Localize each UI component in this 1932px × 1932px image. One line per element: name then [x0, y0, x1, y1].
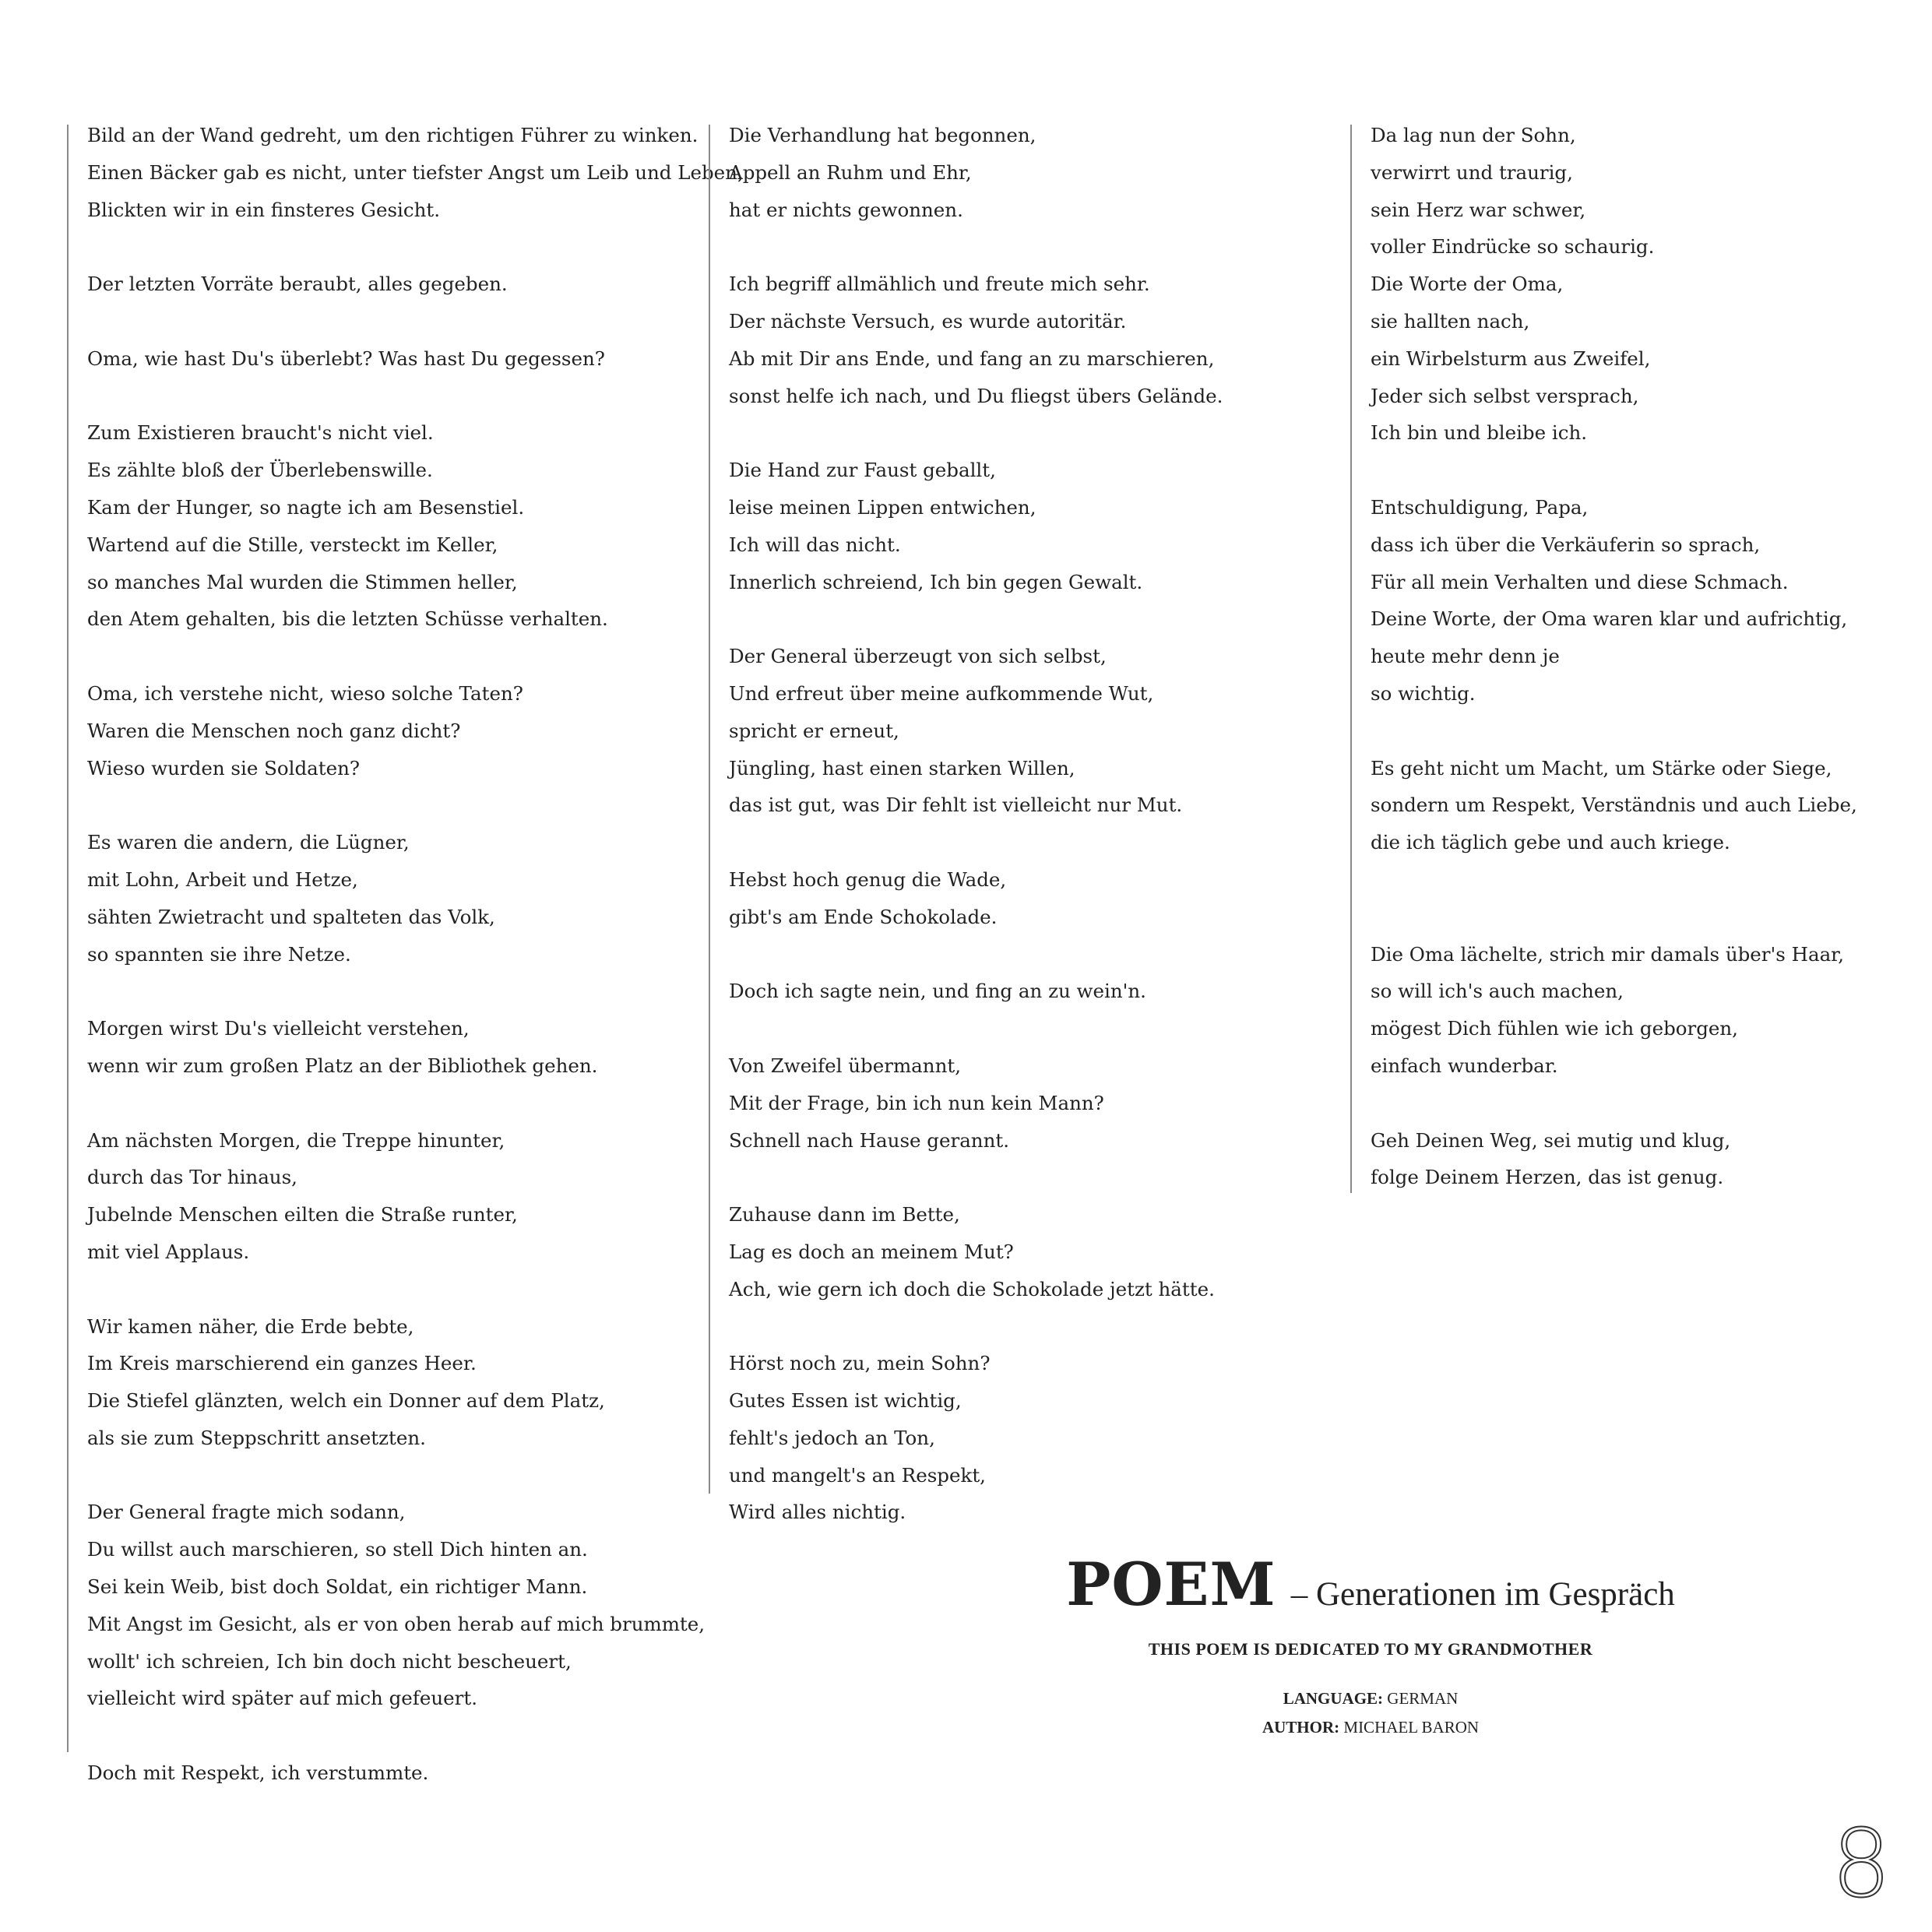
poem-text: Da lag nun der Sohn, verwirrt und traurig, sein Herz war schwer, voller Eindrücke so schaurig. Die Worte der Oma, sie hallten nach, ein Wirbelsturm aus Zweifel, Jeder sich selbst versprach, Ich bin und bleibe ich. Entschuldigung, Papa, dass ich über die Verkäuferin so sprach, Für all mein Verhalten und diese Schmach. Deine Worte, der Oma waren klar und aufrichtig, heute mehr denn je so wichtig. Es geht nicht um Macht, um Stärke oder Siege, sondern um Respekt, Verständnis und auch Liebe, die ich täglich gebe und auch kriege. Die Oma lächelte, strich mir damals über's Haar, so will ich's auch machen, mögest Dich fühlen wie ich geborgen, einfach wunderbar. Geh Deinen Weg, sei mutig und klug, folge Deinem Herzen, das ist genug.: [1371, 124, 1857, 1189]
author-label: AUTHOR:: [1262, 1718, 1340, 1737]
poem-column-2: [709, 124, 1336, 1524]
language-label: LANGUAGE:: [1283, 1689, 1384, 1708]
dedication: THIS POEM IS DEDICATED TO MY GRANDMOTHER: [1148, 1639, 1593, 1659]
page-number: 8: [1832, 1811, 1892, 1919]
poem-column-3: [1350, 125, 1900, 1193]
poem-text: Die Verhandlung hat begonnen, Appell an Ruhm und Ehr, hat er nichts gewonnen. Ich begriff allmählich und freute mich sehr. Der nächste Versuch, es wurde autoritär. Ab mit Dir ans Ende, und fang an zu marschieren, sonst helfe ich nach, und Du fliegst übers Gelände. Die Hand zur Faust geballt, leise meinen Lippen entwichen, Ich will das nicht. Innerlich schreiend, Ich bin gegen Gewalt. Der General überzeugt von sich selbst, Und erfreut über meine aufkommende Wut, spricht er erneut, Jüngling, hast einen starken Willen, das ist gut, was Dir fehlt ist vielleicht nur Mut. Hebst hoch genug die Wade, gibt's am Ende Schokolade. Doch ich sagte nein, und fing an zu wein'n. Von Zweifel übermannt, Mit der Frage, bin ich nun kein Mann? Schnell nach Hause gerannt. Zuhause dann im Bette, Lag es doch an meinem Mut? Ach, wie gern ich doch die Schokolade jetzt hätte. Hörst noch zu, mein Sohn? Gutes Essen ist wichtig, fehlt's jedoch an Ton, und mangelt's an Respekt, Wird alles nichtig.: [729, 124, 1223, 1524]
author-line: [997, 1713, 1744, 1742]
title-line: [997, 1550, 1744, 1619]
poem-meta: [997, 1684, 1744, 1742]
poem-text: Bild an der Wand gedreht, um den richtigen Führer zu winken. Einen Bäcker gab es nicht, unter tiefster Angst um Leib und Leben, Blickten wir in ein finsteres Gesicht. Der letzten Vorräte beraubt, alles gegeben. Oma, wie hast Du's überlebt? Was hast Du gegessen? Zum Existieren braucht's nicht viel. Es zählte bloß der Überlebenswille. Kam der Hunger, so nagte ich am Besenstiel. Wartend auf die Stille, versteckt im Keller, so manches Mal wurden die Stimmen heller, den Atem gehalten, bis die letzten Schüsse verhalten. Oma, ich verstehe nicht, wieso solche Taten? Waren die Menschen noch ganz dicht? Wieso wurden sie Soldaten? Es waren die andern, die Lügner, mit Lohn, Arbeit und Hetze, sähten Zwietracht und spalteten das Volk, so spannten sie ihre Netze. Morgen wirst Du's vielleicht verstehen, wenn wir zum großen Platz an der Bibliothek gehen. Am nächsten Morgen, die Treppe hinunter, durch das Tor hinaus, Jubelnde Menschen eilten die Straße runter, mit viel Applaus. Wir kamen näher, die Erde bebte, Im Kreis marschierend ein ganzes Heer. Die Stiefel glänzten, welch ein Donner auf dem Platz, als sie zum Steppschritt ansetzten. Der General fragte mich sodann, Du willst auch marschieren, so stell Dich hinten an. Sei kein Weib, bist doch Soldat, ein richtiger Mann. Mit Angst im Gesicht, als er von oben herab auf mich brummte, wollt' ich schreien, Ich bin doch nicht bescheuert, vielleicht wird später auf mich gefeuert. Doch mit Respekt, ich verstummte.: [87, 124, 744, 1785]
title-block: [997, 1550, 1744, 1742]
poem-column-1: [67, 124, 744, 1785]
author-value: MICHAEL BARON: [1343, 1718, 1480, 1737]
poem-title: POEM: [1066, 1550, 1276, 1619]
language-value: GERMAN: [1387, 1689, 1459, 1708]
poem-subtitle: – Generationen im Gespräch: [1290, 1576, 1675, 1613]
language-line: [997, 1684, 1744, 1713]
